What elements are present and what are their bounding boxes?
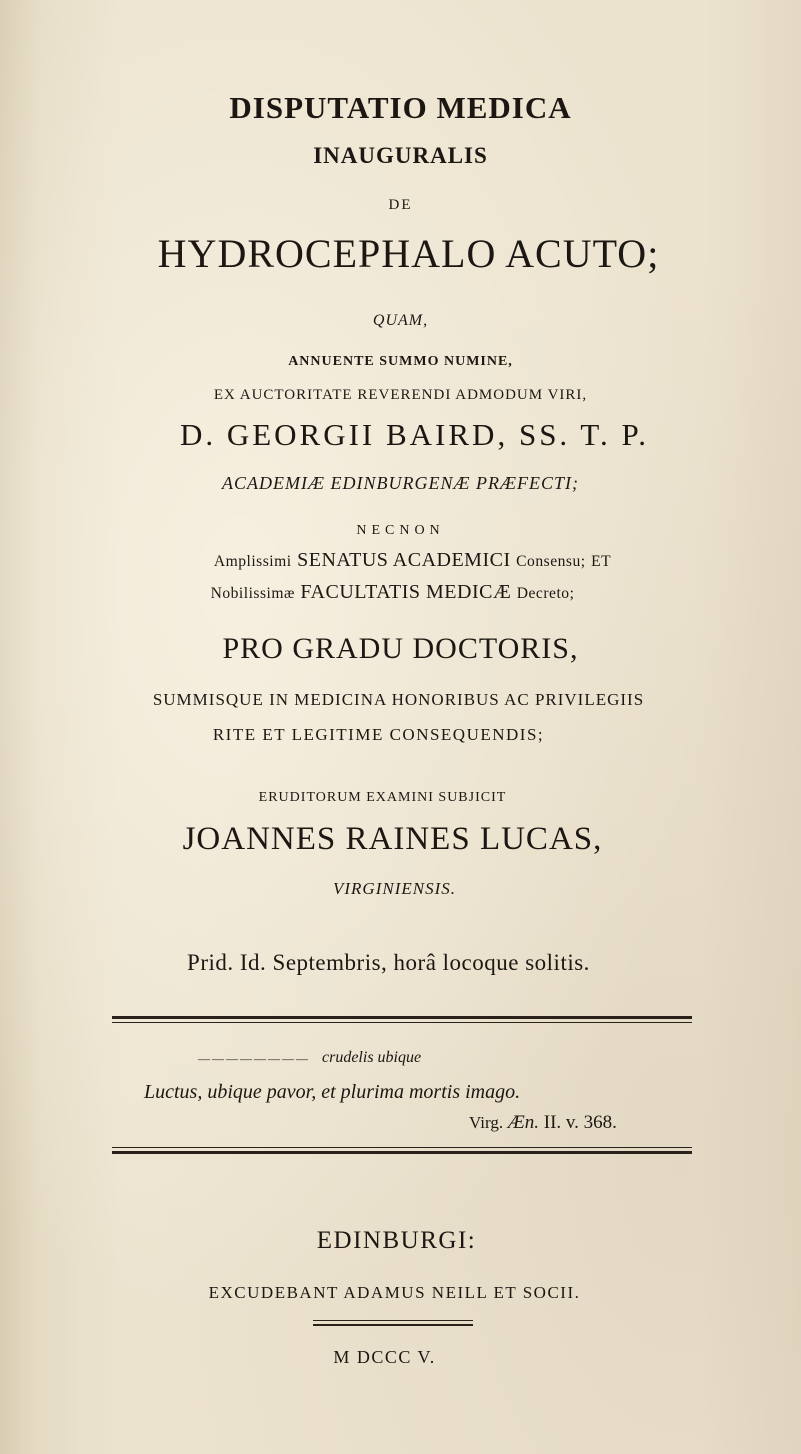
senatus-word-1: Amplissimi (213, 553, 292, 570)
summisque-line: SUMMISQUE IN MEDICINA HONORIBUS AC PRIVILEGIIS (152, 690, 645, 709)
senatus-word-4: ET (591, 553, 612, 570)
senatus-line (12, 550, 801, 570)
year-line: M DCCC V. (333, 1347, 436, 1367)
eruditorum-line: ERUDITORUM EXAMINI SUBJICIT (258, 790, 507, 805)
citation-work: Æn. (507, 1112, 539, 1133)
epigraph-line-1 (198, 1050, 421, 1066)
rule-top-thick (112, 1016, 692, 1019)
quam-label: QUAM, (372, 312, 429, 329)
title-line-2: INAUGURALIS (313, 143, 488, 168)
pro-gradu-line: PRO GRADU DOCTORIS, (222, 632, 579, 665)
epigraph-dashes: ———————— (198, 1051, 310, 1066)
author-name: JOANNES RAINES LUCAS, (182, 821, 603, 857)
rule-imprint-2 (313, 1324, 473, 1326)
rule-bottom-thin (112, 1147, 692, 1148)
rule-top-thin (112, 1022, 692, 1023)
epigraph-line-2: Luctus, ubique pavor, et plurima mortis imago. (144, 1081, 521, 1103)
necnon-label: NECNON (356, 523, 445, 538)
rule-imprint-1 (313, 1320, 473, 1321)
date-line: Prid. Id. Septembris, horâ locoque solitis. (187, 950, 590, 975)
facultas-word-2: FACULTATIS MEDICÆ (300, 581, 512, 603)
printer-line: EXCUDEBANT ADAMUS NEILL ET SOCII. (208, 1283, 581, 1302)
epigraph-citation (469, 1113, 617, 1132)
rite-line: RITE ET LEGITIME CONSEQUENDIS; (212, 725, 545, 744)
facultas-word-3: Decreto; (516, 585, 575, 602)
auctoritate-line: EX AUCTORITATE REVERENDI ADMODUM VIRI, (213, 387, 588, 403)
annuente-line: ANNUENTE SUMMO NUMINE, (288, 354, 513, 369)
citation-ref: II. v. 368. (543, 1112, 617, 1133)
facultas-word-1: Nobilissimæ (210, 585, 295, 602)
title-line-1: DISPUTATIO MEDICA (229, 90, 572, 125)
epigraph-crudelis: crudelis ubique (322, 1049, 422, 1066)
senatus-word-3: Consensu; (516, 553, 586, 570)
praeses-office: ACADEMIÆ EDINBURGENÆ PRÆFECTI; (222, 473, 579, 493)
citation-author: Virg. (469, 1113, 504, 1132)
de-label: DE (388, 197, 413, 213)
subject-title: HYDROCEPHALO ACUTO; (157, 231, 660, 276)
rule-bottom-thick (112, 1151, 692, 1154)
author-origin: VIRGINIENSIS. (332, 879, 456, 898)
senatus-word-2: SENATUS ACADEMICI (297, 549, 511, 571)
facultas-line (0, 582, 793, 602)
praeses-name: D. GEORGII BAIRD, SS. T. P. (179, 417, 650, 452)
imprint-city: EDINBURGI: (316, 1227, 477, 1254)
